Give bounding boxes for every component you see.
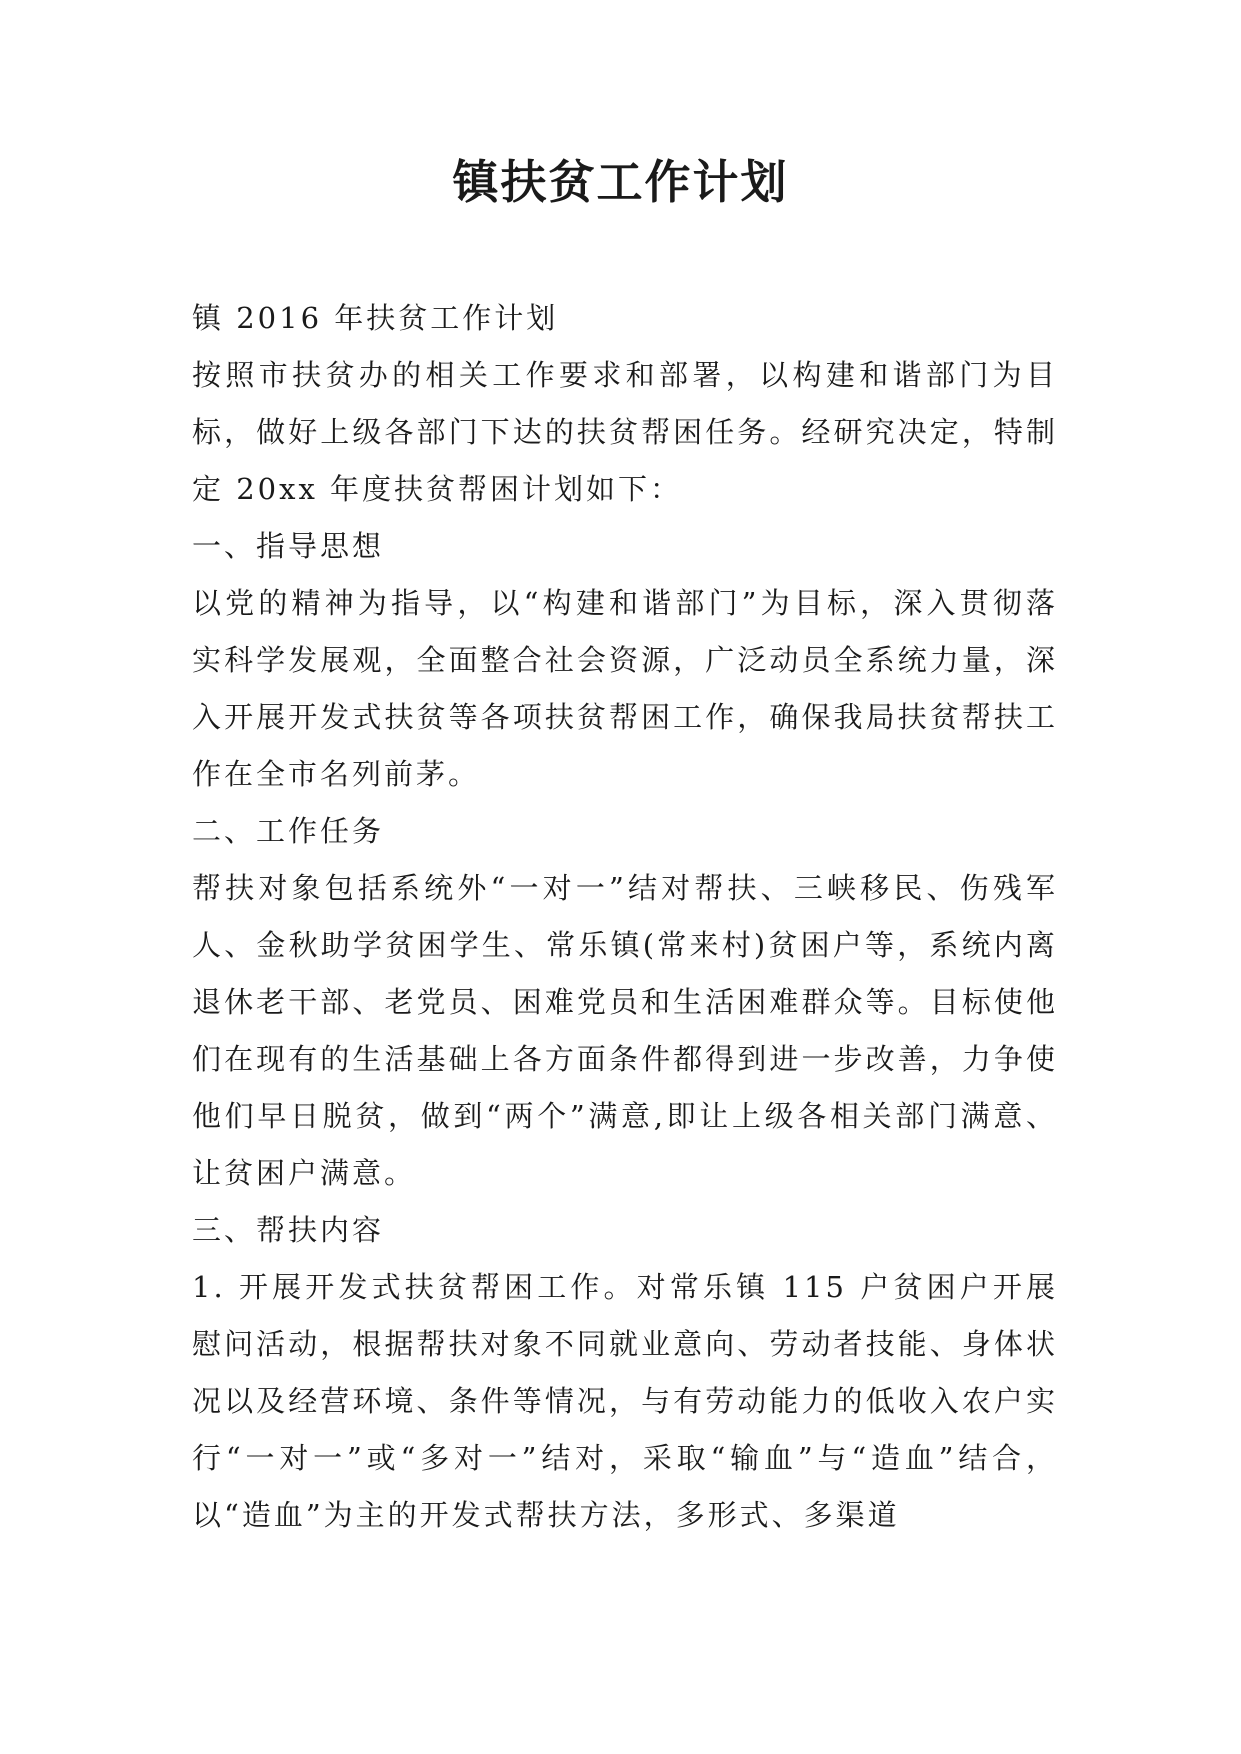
section-heading-guiding-ideology: 一、指导思想 <box>192 529 385 563</box>
paragraph-work-tasks: 帮扶对象包括系统外“一对一”结对帮扶、三峡移民、伤残军人、金秋助学贫困学生、常乐镇(常来村)贫困户等，系统内离退休老干部、老党员、困难党员和生活困难群众等。目标使他们在现有的生活基础上各方面条件都得到进一步改善，力争使他们早日脱贫，做到“两个”满意,即让上级各相关部门满意、让贫困户满意。 <box>192 871 1058 1190</box>
document-body <box>192 290 1058 1544</box>
paragraph-intro: 按照市扶贫办的相关工作要求和部署，以构建和谐部门为目标，做好上级各部门下达的扶贫帮困任务。经研究决定，特制定 20xx 年度扶贫帮困计划如下： <box>192 358 1058 506</box>
paragraph-guiding-ideology: 以党的精神为指导，以“构建和谐部门”为目标，深入贯彻落实科学发展观，全面整合社会资源，广泛动员全系统力量，深入开展开发式扶贫等各项扶贫帮困工作，确保我局扶贫帮扶工作在全市名列前茅。 <box>192 586 1058 791</box>
document-title: 镇扶贫工作计划 <box>452 155 789 209</box>
paragraph-assistance-content: 1. 开展开发式扶贫帮困工作。对常乐镇 115 户贫困户开展慰问活动，根据帮扶对象不同就业意向、劳动者技能、身体状况以及经营环境、条件等情况，与有劳动能力的低收入农户实行“一对一”或“多对一”结对，采取“输血”与“造血”结合，以“造血”为主的开发式帮扶方法，多形式、多渠道 <box>192 1270 1058 1532</box>
section-heading-work-tasks: 二、工作任务 <box>192 814 385 848</box>
paragraph-subtitle: 镇 2016 年扶贫工作计划 <box>192 301 559 335</box>
section-heading-assistance-content: 三、帮扶内容 <box>192 1213 385 1247</box>
